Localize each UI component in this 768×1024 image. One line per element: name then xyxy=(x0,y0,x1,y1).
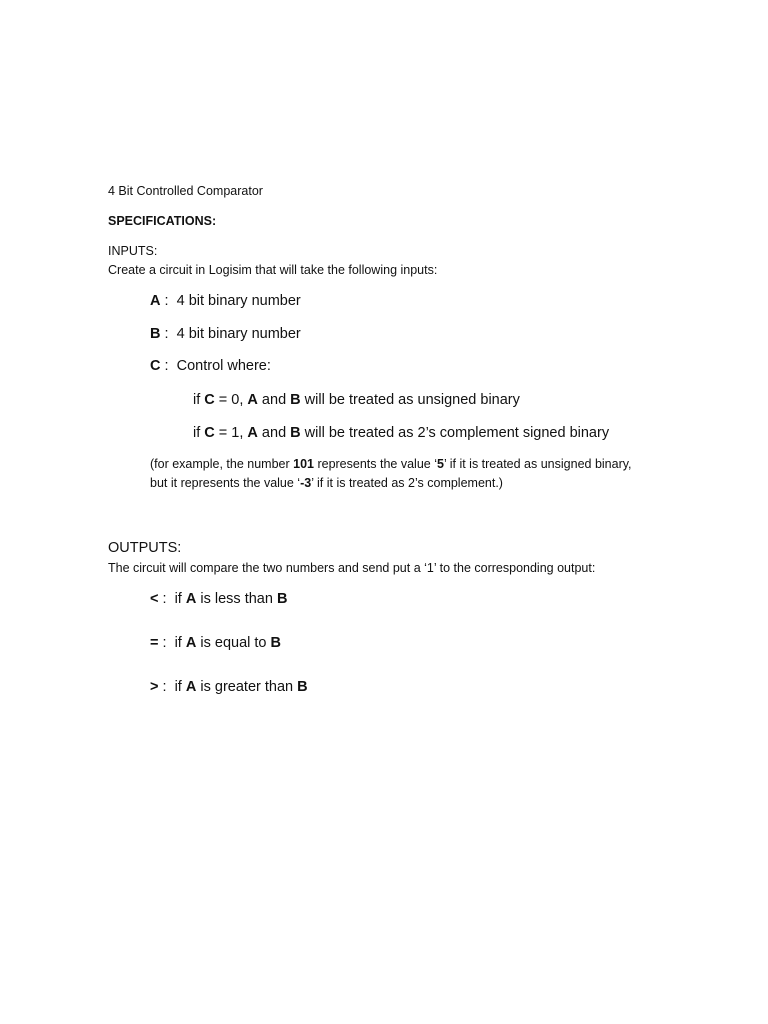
condition-c1-and: and xyxy=(257,425,291,441)
inputs-heading: INPUTS: xyxy=(108,244,158,258)
output-greater-than-sep: : if xyxy=(158,679,186,695)
document-title: 4 Bit Controlled Comparator xyxy=(108,184,263,198)
condition-c0-rest: will be treated as unsigned binary xyxy=(300,392,520,408)
condition-c0-c: C xyxy=(204,392,215,408)
condition-c1-rest: will be treated as 2’s complement signed binary xyxy=(300,425,610,441)
example-line-1-pre: (for example, the number xyxy=(150,457,294,471)
example-line-1 xyxy=(150,458,632,471)
condition-c1-a: A xyxy=(247,425,258,441)
outputs-intro: The circuit will compare the two numbers and send put a ‘1’ to the corresponding output: xyxy=(108,561,596,575)
input-a-sep: : xyxy=(160,293,177,309)
condition-c0-a: A xyxy=(247,392,258,408)
outputs-heading: OUTPUTS: xyxy=(108,540,182,556)
input-c-sep: : xyxy=(160,358,177,374)
inputs-intro: Create a circuit in Logisim that will take the following inputs: xyxy=(108,263,438,277)
output-greater-than-a: A xyxy=(185,679,197,695)
example-number: 101 xyxy=(293,457,314,471)
specifications-heading-text: SPECIFICATIONS: xyxy=(108,214,217,228)
input-b-label: B xyxy=(150,326,161,342)
example-line-2-pre: but it represents the value ‘ xyxy=(150,476,301,490)
condition-c1-c: C xyxy=(204,425,215,441)
output-equal-b: B xyxy=(270,635,282,651)
output-equal-symbol: = xyxy=(150,635,159,651)
output-less-than-b: B xyxy=(276,591,288,607)
input-c-text: Control where: xyxy=(176,358,271,374)
example-line-2-post: ’ if it is treated as 2’s complement.) xyxy=(311,476,503,490)
condition-c1-line xyxy=(193,426,609,441)
output-equal-line xyxy=(150,636,281,651)
output-less-than-line xyxy=(150,592,287,607)
output-greater-than-symbol: > xyxy=(150,679,159,695)
input-b-text: 4 bit binary number xyxy=(176,326,301,342)
output-equal-a: A xyxy=(185,635,197,651)
condition-c0-eq: = 0, xyxy=(214,392,248,408)
input-b-sep: : xyxy=(160,326,177,342)
input-c-label: C xyxy=(150,358,161,374)
condition-c0-and: and xyxy=(257,392,291,408)
output-less-than-symbol: < xyxy=(150,591,159,607)
condition-c1-b: B xyxy=(290,425,301,441)
output-less-than-a: A xyxy=(185,591,197,607)
input-a-line xyxy=(150,294,301,309)
condition-c1-eq: = 1, xyxy=(214,425,248,441)
condition-c0-prefix: if xyxy=(193,392,205,408)
output-greater-than-mid: is greater than xyxy=(196,679,298,695)
output-equal-sep: : if xyxy=(158,635,186,651)
output-greater-than-line xyxy=(150,680,308,695)
input-c-line xyxy=(150,359,271,374)
example-line-2 xyxy=(150,477,503,490)
condition-c1-prefix: if xyxy=(193,425,205,441)
condition-c0-b: B xyxy=(290,392,301,408)
output-equal-mid: is equal to xyxy=(196,635,271,651)
example-line-1-mid: represents the value ‘ xyxy=(313,457,437,471)
input-a-text: 4 bit binary number xyxy=(176,293,301,309)
output-less-than-mid: is less than xyxy=(196,591,277,607)
input-a-label: A xyxy=(150,293,161,309)
output-less-than-sep: : if xyxy=(158,591,186,607)
specifications-heading xyxy=(108,215,216,228)
example-line-1-post: ’ if it is treated as unsigned binary, xyxy=(443,457,632,471)
condition-c0-line xyxy=(193,393,520,408)
example-unsigned-value: 5 xyxy=(436,457,444,471)
example-signed-value: -3 xyxy=(300,476,312,490)
input-b-line xyxy=(150,327,301,342)
output-greater-than-b: B xyxy=(297,679,308,695)
